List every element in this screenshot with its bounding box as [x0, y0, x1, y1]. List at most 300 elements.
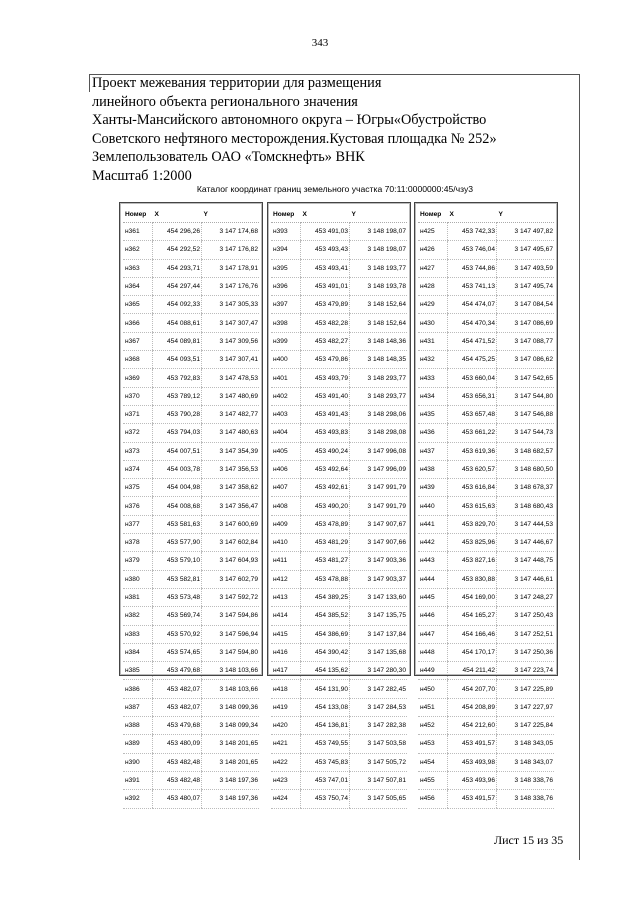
point-number-cell: н444 — [418, 570, 448, 588]
header-y: Y — [497, 206, 555, 223]
x-coordinate-cell: 453 742,33 — [448, 223, 497, 241]
x-coordinate-cell: 453 829,70 — [448, 515, 497, 533]
y-coordinate-cell: 3 147 903,37 — [350, 570, 408, 588]
x-coordinate-cell: 453 482,48 — [153, 771, 202, 789]
y-coordinate-cell: 3 147 305,33 — [202, 296, 260, 314]
x-coordinate-cell: 453 657,48 — [448, 405, 497, 423]
x-coordinate-cell: 454 208,89 — [448, 698, 497, 716]
point-number-cell: н427 — [418, 259, 448, 277]
y-coordinate-cell: 3 147 495,74 — [497, 277, 555, 295]
x-coordinate-cell: 454 088,61 — [153, 314, 202, 332]
y-coordinate-cell: 3 147 309,56 — [202, 332, 260, 350]
y-coordinate-cell: 3 148 680,43 — [497, 497, 555, 515]
table-row — [418, 223, 554, 241]
point-number-cell: н392 — [123, 790, 153, 808]
point-number-cell: н450 — [418, 680, 448, 698]
table-row — [418, 332, 554, 350]
table-row — [123, 351, 259, 369]
y-coordinate-cell: 3 147 178,91 — [202, 259, 260, 277]
table-row — [123, 662, 259, 680]
x-coordinate-cell: 454 207,70 — [448, 680, 497, 698]
x-coordinate-cell: 453 482,27 — [301, 332, 350, 350]
table-row — [123, 698, 259, 716]
point-number-cell: н433 — [418, 369, 448, 387]
table-row — [123, 771, 259, 789]
table-row — [418, 442, 554, 460]
y-coordinate-cell: 3 147 505,65 — [350, 790, 408, 808]
point-number-cell: н379 — [123, 552, 153, 570]
title-line: Землепользователь ОАО «Томскнефть» ВНК — [92, 149, 365, 165]
y-coordinate-cell: 3 147 907,66 — [350, 534, 408, 552]
header-x: X — [301, 206, 350, 223]
x-coordinate-cell: 454 475,25 — [448, 351, 497, 369]
title-line: линейного объекта регионального значения — [92, 93, 358, 110]
title-line: Советского нефтяного месторождения.Кустовая площадка № 252» — [92, 130, 497, 147]
x-coordinate-cell: 453 827,16 — [448, 552, 497, 570]
point-number-cell: н393 — [271, 223, 301, 241]
table-row — [418, 698, 554, 716]
y-coordinate-cell: 3 147 086,69 — [497, 314, 555, 332]
x-coordinate-cell: 453 493,43 — [301, 241, 350, 259]
x-coordinate-cell: 453 825,96 — [448, 534, 497, 552]
table-row — [123, 534, 259, 552]
x-coordinate-cell: 454 007,51 — [153, 442, 202, 460]
x-coordinate-cell: 453 491,43 — [301, 405, 350, 423]
x-coordinate-cell: 453 789,12 — [153, 387, 202, 405]
x-coordinate-cell: 453 745,83 — [301, 753, 350, 771]
x-coordinate-cell: 453 573,48 — [153, 588, 202, 606]
y-coordinate-cell: 3 147 133,60 — [350, 588, 408, 606]
x-coordinate-cell: 454 165,27 — [448, 607, 497, 625]
x-coordinate-cell: 454 471,52 — [448, 332, 497, 350]
table-row — [123, 570, 259, 588]
point-number-cell: н398 — [271, 314, 301, 332]
header-y: Y — [202, 206, 260, 223]
table-row — [271, 479, 407, 497]
point-number-cell: н386 — [123, 680, 153, 698]
point-number-cell: н395 — [271, 259, 301, 277]
x-coordinate-cell: 453 569,74 — [153, 607, 202, 625]
point-number-cell: н424 — [271, 790, 301, 808]
point-number-cell: н371 — [123, 405, 153, 423]
table-row — [123, 680, 259, 698]
x-coordinate-cell: 453 790,28 — [153, 405, 202, 423]
table-row — [271, 442, 407, 460]
catalog-title: Каталог координат границ земельного участка 70:11:0000000:45/чзу3 — [196, 184, 474, 194]
x-coordinate-cell: 453 620,57 — [448, 460, 497, 478]
table-row — [271, 259, 407, 277]
table-row — [271, 570, 407, 588]
point-number-cell: н432 — [418, 351, 448, 369]
table-row — [123, 607, 259, 625]
y-coordinate-cell: 3 148 343,05 — [497, 735, 555, 753]
y-coordinate-cell: 3 148 293,77 — [350, 369, 408, 387]
x-coordinate-cell: 453 481,29 — [301, 534, 350, 552]
y-coordinate-cell: 3 147 284,53 — [350, 698, 408, 716]
x-coordinate-cell: 453 616,84 — [448, 479, 497, 497]
y-coordinate-cell: 3 147 507,81 — [350, 771, 408, 789]
table-row — [271, 790, 407, 808]
point-number-cell: н372 — [123, 424, 153, 442]
coordinate-table — [123, 206, 259, 809]
coordinate-table-2 — [267, 202, 411, 803]
point-number-cell: н375 — [123, 479, 153, 497]
point-number-cell: н400 — [271, 351, 301, 369]
x-coordinate-cell: 453 493,79 — [301, 369, 350, 387]
x-coordinate-cell: 453 741,13 — [448, 277, 497, 295]
point-number-cell: н420 — [271, 717, 301, 735]
x-coordinate-cell: 453 792,83 — [153, 369, 202, 387]
point-number-cell: н452 — [418, 717, 448, 735]
y-coordinate-cell: 3 148 152,64 — [350, 314, 408, 332]
table-row — [418, 277, 554, 295]
table-row — [418, 625, 554, 643]
x-coordinate-cell: 453 492,61 — [301, 479, 350, 497]
table-row — [123, 735, 259, 753]
y-coordinate-cell: 3 148 197,36 — [202, 790, 260, 808]
x-coordinate-cell: 453 661,22 — [448, 424, 497, 442]
y-coordinate-cell: 3 148 680,50 — [497, 460, 555, 478]
x-coordinate-cell: 453 577,90 — [153, 534, 202, 552]
y-coordinate-cell: 3 147 227,97 — [497, 698, 555, 716]
y-coordinate-cell: 3 147 252,51 — [497, 625, 555, 643]
y-coordinate-cell: 3 147 446,67 — [497, 534, 555, 552]
y-coordinate-cell: 3 147 135,75 — [350, 607, 408, 625]
y-coordinate-cell: 3 147 991,79 — [350, 497, 408, 515]
y-coordinate-cell: 3 147 174,68 — [202, 223, 260, 241]
y-coordinate-cell: 3 148 193,77 — [350, 259, 408, 277]
y-coordinate-cell: 3 147 594,86 — [202, 607, 260, 625]
table-row — [271, 351, 407, 369]
table-row — [418, 515, 554, 533]
table-row — [271, 735, 407, 753]
x-coordinate-cell: 454 136,81 — [301, 717, 350, 735]
table-row — [418, 643, 554, 661]
table-row — [123, 405, 259, 423]
point-number-cell: н446 — [418, 607, 448, 625]
table-row — [123, 753, 259, 771]
x-coordinate-cell: 453 656,31 — [448, 387, 497, 405]
x-coordinate-cell: 454 474,07 — [448, 296, 497, 314]
table-row — [271, 534, 407, 552]
y-coordinate-cell: 3 147 596,94 — [202, 625, 260, 643]
point-number-cell: н456 — [418, 790, 448, 808]
table-row — [271, 643, 407, 661]
x-coordinate-cell: 453 491,40 — [301, 387, 350, 405]
point-number-cell: н451 — [418, 698, 448, 716]
x-coordinate-cell: 454 386,69 — [301, 625, 350, 643]
y-coordinate-cell: 3 147 225,84 — [497, 717, 555, 735]
title-line: Ханты-Мансийского автономного округа – Югры«Обустройство — [92, 112, 487, 128]
x-coordinate-cell: 453 479,89 — [301, 296, 350, 314]
header-x: X — [448, 206, 497, 223]
table-row — [418, 771, 554, 789]
table-row — [418, 607, 554, 625]
point-number-cell: н439 — [418, 479, 448, 497]
y-coordinate-cell: 3 147 480,63 — [202, 424, 260, 442]
table-row — [123, 369, 259, 387]
y-coordinate-cell: 3 147 505,72 — [350, 753, 408, 771]
table-row — [418, 717, 554, 735]
x-coordinate-cell: 453 490,20 — [301, 497, 350, 515]
x-coordinate-cell: 453 482,48 — [153, 753, 202, 771]
table-row — [418, 369, 554, 387]
y-coordinate-cell: 3 148 198,07 — [350, 223, 408, 241]
x-coordinate-cell: 454 389,25 — [301, 588, 350, 606]
table-row — [123, 314, 259, 332]
x-coordinate-cell: 453 490,24 — [301, 442, 350, 460]
title-block — [92, 74, 572, 185]
point-number-cell: н417 — [271, 662, 301, 680]
point-number-cell: н361 — [123, 223, 153, 241]
table-row — [123, 442, 259, 460]
y-coordinate-cell: 3 148 197,36 — [202, 771, 260, 789]
point-number-cell: н429 — [418, 296, 448, 314]
table-row — [123, 387, 259, 405]
point-number-cell: н409 — [271, 515, 301, 533]
point-number-cell: н397 — [271, 296, 301, 314]
point-number-cell: н381 — [123, 588, 153, 606]
point-number-cell: н376 — [123, 497, 153, 515]
x-coordinate-cell: 454 008,68 — [153, 497, 202, 515]
y-coordinate-cell: 3 147 307,41 — [202, 351, 260, 369]
point-number-cell: н377 — [123, 515, 153, 533]
table-row — [271, 588, 407, 606]
y-coordinate-cell: 3 147 448,75 — [497, 552, 555, 570]
table-row — [271, 369, 407, 387]
x-coordinate-cell: 454 385,52 — [301, 607, 350, 625]
table-row — [271, 515, 407, 533]
point-number-cell: н396 — [271, 277, 301, 295]
x-coordinate-cell: 453 491,01 — [301, 277, 350, 295]
table-row — [418, 241, 554, 259]
point-number-cell: н362 — [123, 241, 153, 259]
table-row — [271, 662, 407, 680]
table-row — [418, 534, 554, 552]
point-number-cell: н405 — [271, 442, 301, 460]
point-number-cell: н419 — [271, 698, 301, 716]
x-coordinate-cell: 454 135,62 — [301, 662, 350, 680]
point-number-cell: н447 — [418, 625, 448, 643]
x-coordinate-cell: 453 480,07 — [153, 790, 202, 808]
table-row — [123, 790, 259, 808]
x-coordinate-cell: 454 169,00 — [448, 588, 497, 606]
y-coordinate-cell: 3 148 298,08 — [350, 424, 408, 442]
point-number-cell: н453 — [418, 735, 448, 753]
frame-left-tick — [89, 74, 90, 92]
point-number-cell: н436 — [418, 424, 448, 442]
table-row — [271, 625, 407, 643]
table-row — [271, 717, 407, 735]
x-coordinate-cell: 453 491,57 — [448, 735, 497, 753]
table-row — [123, 241, 259, 259]
y-coordinate-cell: 3 147 542,65 — [497, 369, 555, 387]
table-row — [418, 588, 554, 606]
x-coordinate-cell: 453 747,01 — [301, 771, 350, 789]
x-coordinate-cell: 453 493,96 — [448, 771, 497, 789]
x-coordinate-cell: 454 293,71 — [153, 259, 202, 277]
table-row — [271, 314, 407, 332]
y-coordinate-cell: 3 147 176,76 — [202, 277, 260, 295]
x-coordinate-cell: 453 478,89 — [301, 515, 350, 533]
table-row — [123, 479, 259, 497]
y-coordinate-cell: 3 147 602,84 — [202, 534, 260, 552]
coordinate-table-3 — [414, 202, 558, 803]
y-coordinate-cell: 3 148 148,35 — [350, 351, 408, 369]
point-number-cell: н368 — [123, 351, 153, 369]
header-y: Y — [350, 206, 408, 223]
x-coordinate-cell: 453 481,27 — [301, 552, 350, 570]
point-number-cell: н428 — [418, 277, 448, 295]
y-coordinate-cell: 3 148 198,07 — [350, 241, 408, 259]
coordinate-table — [418, 206, 554, 809]
y-coordinate-cell: 3 147 594,80 — [202, 643, 260, 661]
y-coordinate-cell: 3 147 602,79 — [202, 570, 260, 588]
point-number-cell: н385 — [123, 662, 153, 680]
y-coordinate-cell: 3 148 099,34 — [202, 717, 260, 735]
table-row — [271, 698, 407, 716]
table-row — [123, 625, 259, 643]
table-row — [271, 753, 407, 771]
y-coordinate-cell: 3 147 282,45 — [350, 680, 408, 698]
y-coordinate-cell: 3 148 293,77 — [350, 387, 408, 405]
x-coordinate-cell: 454 390,42 — [301, 643, 350, 661]
table-row — [418, 479, 554, 497]
table-row — [271, 277, 407, 295]
y-coordinate-cell: 3 148 099,36 — [202, 698, 260, 716]
point-number-cell: н421 — [271, 735, 301, 753]
header-x: X — [153, 206, 202, 223]
table-row — [418, 790, 554, 808]
point-number-cell: н384 — [123, 643, 153, 661]
table-row — [123, 296, 259, 314]
x-coordinate-cell: 454 296,26 — [153, 223, 202, 241]
header-number: Номер — [418, 206, 448, 223]
y-coordinate-cell: 3 148 103,66 — [202, 662, 260, 680]
point-number-cell: н422 — [271, 753, 301, 771]
point-number-cell: н402 — [271, 387, 301, 405]
point-number-cell: н442 — [418, 534, 448, 552]
x-coordinate-cell: 453 619,36 — [448, 442, 497, 460]
table-header-row — [123, 206, 259, 223]
point-number-cell: н404 — [271, 424, 301, 442]
scale-line: Масштаб 1:2000 — [92, 167, 192, 184]
point-number-cell: н399 — [271, 332, 301, 350]
point-number-cell: н390 — [123, 753, 153, 771]
y-coordinate-cell: 3 147 996,08 — [350, 442, 408, 460]
y-coordinate-cell: 3 147 544,73 — [497, 424, 555, 442]
table-row — [123, 259, 259, 277]
table-row — [418, 259, 554, 277]
x-coordinate-cell: 453 570,92 — [153, 625, 202, 643]
x-coordinate-cell: 454 470,34 — [448, 314, 497, 332]
point-number-cell: н408 — [271, 497, 301, 515]
y-coordinate-cell: 3 148 298,06 — [350, 405, 408, 423]
table-row — [271, 296, 407, 314]
point-number-cell: н365 — [123, 296, 153, 314]
point-number-cell: н418 — [271, 680, 301, 698]
y-coordinate-cell: 3 148 201,65 — [202, 753, 260, 771]
x-coordinate-cell: 453 491,57 — [448, 790, 497, 808]
y-coordinate-cell: 3 148 343,07 — [497, 753, 555, 771]
point-number-cell: н411 — [271, 552, 301, 570]
x-coordinate-cell: 453 482,07 — [153, 680, 202, 698]
point-number-cell: н416 — [271, 643, 301, 661]
x-coordinate-cell: 453 479,86 — [301, 351, 350, 369]
point-number-cell: н434 — [418, 387, 448, 405]
y-coordinate-cell: 3 147 907,67 — [350, 515, 408, 533]
table-row — [418, 460, 554, 478]
x-coordinate-cell: 453 482,07 — [153, 698, 202, 716]
header-number: Номер — [123, 206, 153, 223]
point-number-cell: н443 — [418, 552, 448, 570]
table-row — [271, 223, 407, 241]
x-coordinate-cell: 453 749,55 — [301, 735, 350, 753]
point-number-cell: н437 — [418, 442, 448, 460]
point-number-cell: н413 — [271, 588, 301, 606]
point-number-cell: н449 — [418, 662, 448, 680]
x-coordinate-cell: 453 493,83 — [301, 424, 350, 442]
point-number-cell: н440 — [418, 497, 448, 515]
y-coordinate-cell: 3 147 307,47 — [202, 314, 260, 332]
point-number-cell: н445 — [418, 588, 448, 606]
x-coordinate-cell: 453 615,63 — [448, 497, 497, 515]
y-coordinate-cell: 3 147 248,27 — [497, 588, 555, 606]
point-number-cell: н389 — [123, 735, 153, 753]
y-coordinate-cell: 3 147 600,69 — [202, 515, 260, 533]
header-number: Номер — [271, 206, 301, 223]
x-coordinate-cell: 454 211,42 — [448, 662, 497, 680]
y-coordinate-cell: 3 147 356,47 — [202, 497, 260, 515]
table-row — [271, 552, 407, 570]
table-row — [418, 753, 554, 771]
point-number-cell: н369 — [123, 369, 153, 387]
y-coordinate-cell: 3 147 546,88 — [497, 405, 555, 423]
x-coordinate-cell: 453 493,98 — [448, 753, 497, 771]
point-number-cell: н423 — [271, 771, 301, 789]
table-row — [123, 643, 259, 661]
point-number-cell: н370 — [123, 387, 153, 405]
x-coordinate-cell: 453 479,68 — [153, 717, 202, 735]
table-row — [418, 680, 554, 698]
table-row — [123, 223, 259, 241]
x-coordinate-cell: 454 092,33 — [153, 296, 202, 314]
y-coordinate-cell: 3 147 223,74 — [497, 662, 555, 680]
table-row — [418, 662, 554, 680]
y-coordinate-cell: 3 147 084,54 — [497, 296, 555, 314]
point-number-cell: н410 — [271, 534, 301, 552]
title-line: Проект межевания территории для размещения — [92, 75, 382, 91]
table-row — [418, 552, 554, 570]
y-coordinate-cell: 3 147 493,59 — [497, 259, 555, 277]
x-coordinate-cell: 453 482,28 — [301, 314, 350, 332]
y-coordinate-cell: 3 147 354,39 — [202, 442, 260, 460]
x-coordinate-cell: 453 744,86 — [448, 259, 497, 277]
page-number: 343 — [311, 37, 329, 49]
sheet-number: Лист 15 из 35 — [494, 833, 564, 847]
table-row — [271, 771, 407, 789]
coordinate-table-1 — [119, 202, 263, 803]
y-coordinate-cell: 3 148 152,64 — [350, 296, 408, 314]
x-coordinate-cell: 454 089,81 — [153, 332, 202, 350]
y-coordinate-cell: 3 147 358,62 — [202, 479, 260, 497]
table-row — [123, 497, 259, 515]
table-row — [418, 735, 554, 753]
point-number-cell: н363 — [123, 259, 153, 277]
coordinate-table — [271, 206, 407, 809]
table-row — [123, 717, 259, 735]
y-coordinate-cell: 3 147 280,30 — [350, 662, 408, 680]
